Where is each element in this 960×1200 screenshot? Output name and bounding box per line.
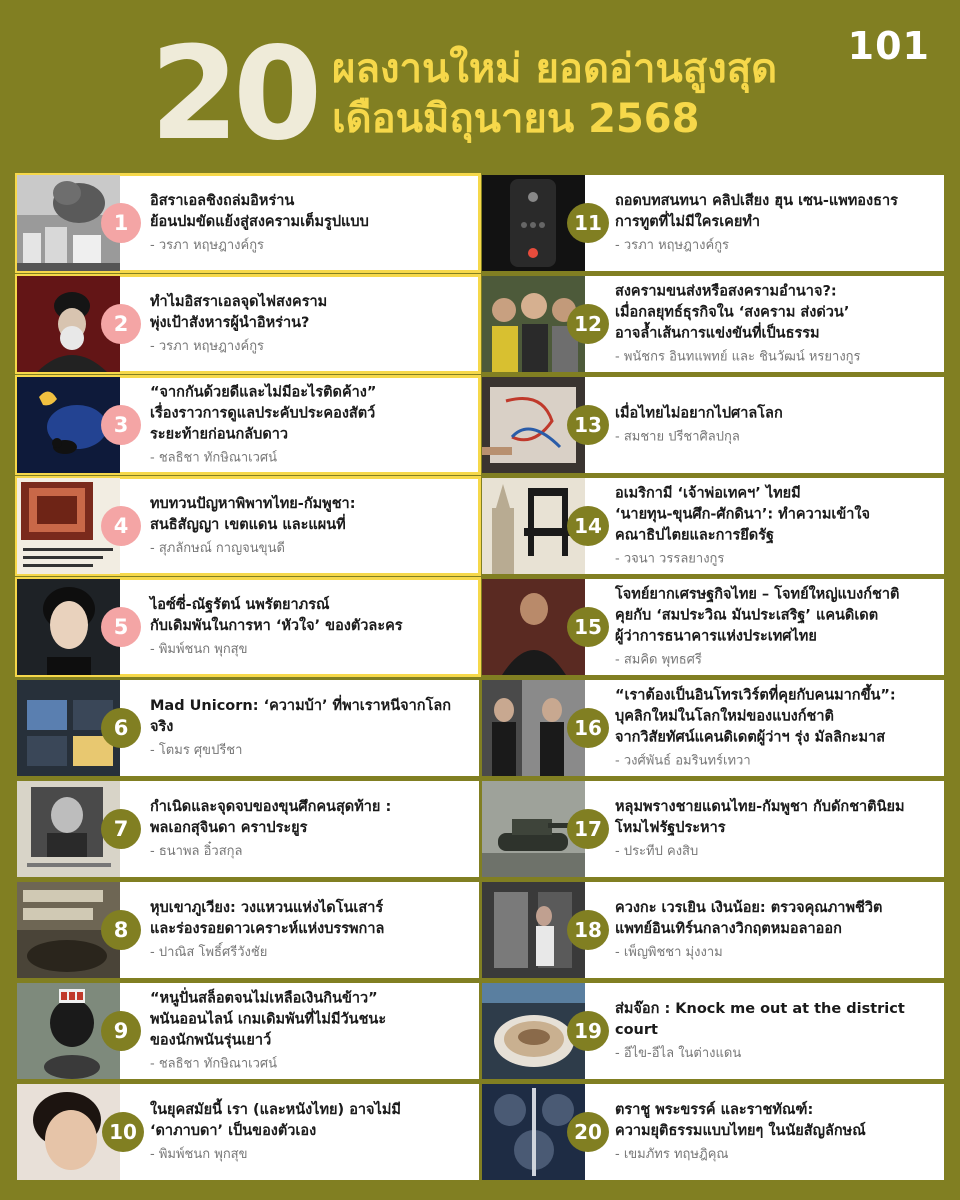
article-author: - พิมพ์ชนก พุกสุข: [150, 642, 248, 657]
article-title[interactable]: Mad Unicorn: ‘ความบ้า’ ที่พาเราหนีจากโลกจริง: [150, 698, 452, 735]
rank-badge: 3: [101, 405, 141, 445]
page-title: [332, 44, 777, 144]
article-card[interactable]: [17, 579, 479, 675]
article-title[interactable]: ส่มจ๊อก : Knock me out at the district court: [615, 1001, 905, 1038]
article-author: - เขมภัทร ทฤษฎิคุณ: [615, 1147, 729, 1162]
rank-badge: 4: [101, 506, 141, 546]
article-author: - วงศ์พันธ์ อมรินทร์เทวา: [615, 753, 751, 769]
article-author: - ปาณิส โพธิ์ศรีวังชัย: [150, 945, 268, 960]
article-author: - ชลธิชา ทักษิณาเวศน์: [150, 450, 278, 466]
article-author: - สมคิด พุทธศรี: [615, 652, 702, 668]
article-card[interactable]: [482, 175, 944, 271]
article-title[interactable]: “เราต้องเป็นอินโทรเวิร์ตที่คุยกับคนมากขึ้น”: บุคลิกใหม่ในโลกใหม่ของแบงก์ชาติ จากวิสัยทัศน์แคนดิเดตผู้ว่าฯ รุ่ง มัลลิกะมาส: [615, 687, 896, 746]
article-title[interactable]: หลุมพรางชายแดนไทย-กัมพูชา กับดักชาตินิยม โหมไฟรัฐประหาร: [615, 799, 905, 836]
rank-badge: 7: [101, 809, 141, 849]
article-author: - ประทีป คงสิบ: [615, 844, 699, 859]
title-line-2: เดือนมิถุนายน 2568: [332, 96, 700, 142]
article-author: - สุภลักษณ์ กาญจนขุนดี: [150, 541, 285, 556]
article-author: - ชลธิชา ทักษิณาเวศน์: [150, 1056, 278, 1072]
article-author: - สมชาย ปรีชาศิลปกุล: [615, 429, 740, 445]
article-card[interactable]: [17, 983, 479, 1079]
rank-badge: 8: [101, 910, 141, 950]
article-author: - พิมพ์ชนก พุกสุข: [150, 1147, 248, 1162]
rank-badge: 14: [567, 506, 609, 546]
rank-badge: 1: [101, 203, 141, 243]
article-card[interactable]: [482, 478, 944, 574]
article-title[interactable]: เมื่อไทยไม่อยากไปศาลโลก: [615, 405, 783, 422]
article-card[interactable]: [17, 1084, 479, 1180]
rank-badge: 9: [101, 1011, 141, 1051]
rank-badge: 20: [567, 1112, 609, 1152]
brand-logo: 101: [847, 24, 930, 68]
right-column: [482, 175, 944, 1185]
article-author: - พนัชกร อินทแพทย์ และ ชินวัฒน์ หรยางกูร: [615, 349, 861, 365]
article-title[interactable]: ไอซ์ซี่-ณัฐรัตน์ นพรัตยาภรณ์ กับเดิมพันในการหา ‘หัวใจ’ ของตัวละคร: [150, 597, 403, 634]
article-card[interactable]: [17, 377, 479, 473]
article-card[interactable]: [17, 680, 479, 776]
rank-badge: 5: [101, 607, 141, 647]
rank-badge: 10: [102, 1112, 144, 1152]
article-card[interactable]: [17, 478, 479, 574]
article-author: - วรภา หฤษฎางค์กูร: [150, 339, 265, 354]
article-card[interactable]: [482, 579, 944, 675]
article-title[interactable]: ตราชู พระขรรค์ และราชทัณฑ์: ความยุติธรรมแบบไทยๆ ในนัยสัญลักษณ์: [615, 1102, 866, 1139]
rank-badge: 19: [567, 1011, 609, 1051]
article-card[interactable]: [482, 983, 944, 1079]
article-author: - เพ็ญพิชชา มุ่งงาม: [615, 945, 723, 960]
article-card[interactable]: [482, 377, 944, 473]
article-card[interactable]: [482, 680, 944, 776]
article-card[interactable]: [17, 781, 479, 877]
article-title[interactable]: หุบเขาภูเวียง: วงแหวนแห่งไดโนเสาร์ และร่องรอยดาวเคราะห์แห่งบรรพกาล: [150, 900, 385, 937]
rank-badge: 6: [101, 708, 141, 748]
rank-badge: 17: [567, 809, 609, 849]
article-author: - ธนาพล อิ๋วสกุล: [150, 844, 243, 859]
article-title[interactable]: อิสราเอลชิงถล่มอิหร่าน ย้อนปมขัดแย้งสู่สงครามเต็มรูปแบบ: [150, 193, 369, 230]
article-author: - อีไข-อีไล ในต่างแดน: [615, 1046, 742, 1061]
article-title[interactable]: โจทย์ยากเศรษฐกิจไทย – โจทย์ใหญ่แบงก์ชาติ คุยกับ ‘สมประวิณ มันประเสริฐ’ แคนดิเดต ผู้ว่าการธนาคารแห่งประเทศไทย: [615, 586, 900, 645]
rank-badge: 16: [567, 708, 609, 748]
article-title[interactable]: ทบทวนปัญหาพิพาทไทย-กัมพูชา: สนธิสัญญา เขตแดน และแผนที่: [150, 496, 356, 533]
article-title[interactable]: ถอดบทสนทนา คลิปเสียง ฮุน เซน-แพทองธาร การทูตที่ไม่มีใครเคยทำ: [615, 193, 898, 230]
rank-badge: 11: [567, 203, 609, 243]
article-title[interactable]: สงครามขนส่งหรือสงครามอำนาจ?: เมื่อกลยุทธ์ธุรกิจใน ‘สงคราม ส่งด่วน’ อาจล้ำเส้นการแข่งขันที่เป็นธรรม: [615, 283, 850, 342]
rank-badge: 13: [567, 405, 609, 445]
article-title[interactable]: “หนูปั่นสล็อตจนไม่เหลือเงินกินข้าว” พนันออนไลน์ เกมเดิมพันที่ไม่มีวันชนะ ของนักพนันรุ่นเยาว์: [150, 990, 387, 1049]
article-title[interactable]: อเมริกามี ‘เจ้าพ่อเทคฯ’ ไทยมี ‘นายทุน-ขุนศึก-ศักดินา’: ทำความเข้าใจ คณาธิปไตยและการยึดรัฐ: [615, 485, 871, 544]
rank-badge: 2: [101, 304, 141, 344]
article-title[interactable]: ทำไมอิสราเอลจุดไฟสงคราม พุ่งเป้าสังหารผู้นำอิหร่าน?: [150, 294, 328, 331]
article-author: - วจนา วรรลยางกูร: [615, 551, 725, 567]
article-card[interactable]: [482, 276, 944, 372]
article-author: - โตมร ศุขปรีชา: [150, 743, 243, 758]
article-card[interactable]: [482, 781, 944, 877]
article-author: - วรภา หฤษฎางค์กูร: [615, 238, 730, 253]
article-card[interactable]: [17, 276, 479, 372]
article-author: - วรภา หฤษฎางค์กูร: [150, 238, 265, 253]
title-line-1: ผลงานใหม่ ยอดอ่านสูงสุด: [332, 46, 778, 92]
article-card[interactable]: [17, 175, 479, 271]
rank-badge: 18: [567, 910, 609, 950]
article-card[interactable]: [482, 1084, 944, 1180]
rank-badge: 12: [567, 304, 609, 344]
article-card[interactable]: [17, 882, 479, 978]
article-card[interactable]: [482, 882, 944, 978]
article-title[interactable]: ควงกะ เวรเยิน เงินน้อย: ตรวจคุณภาพชีวิต แพทย์อินเทิร์นกลางวิกฤตหมอลาออก: [615, 900, 883, 937]
article-title[interactable]: กำเนิดและจุดจบของขุนศึกคนสุดท้าย : พลเอกสุจินดา คราประยูร: [150, 799, 392, 836]
article-title[interactable]: “จากกันด้วยดีและไม่มีอะไรติดค้าง” เรื่องราวการดูแลประคับประคองสัตว์ ระยะท้ายก่อนกลับดาว: [150, 384, 377, 443]
left-column: [17, 175, 479, 1185]
hero-number: 20: [150, 20, 317, 169]
rank-badge: 15: [567, 607, 609, 647]
article-title[interactable]: ในยุคสมัยนี้ เรา (และหนังไทย) อาจไม่มี ‘ดาภาบดา’ เป็นของตัวเอง: [150, 1102, 401, 1139]
